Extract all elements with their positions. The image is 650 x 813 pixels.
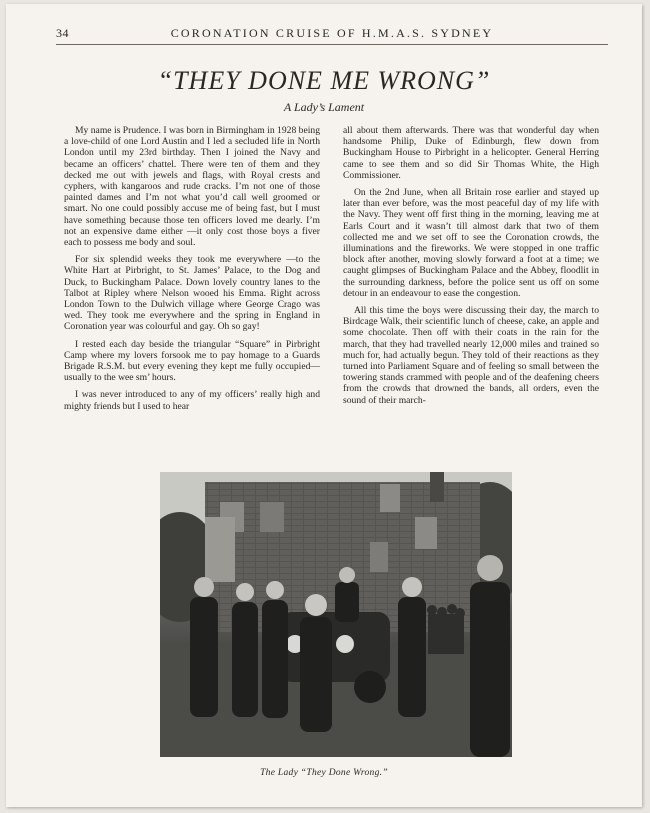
paragraph: I was never introduced to any of my officers’ really high and mighty friends but I used to hear xyxy=(64,389,320,412)
paragraph: My name is Prudence. I was born in Birmingham in 1928 being a love-child of one Lord Austin and I led a secluded life in North London until my 23rd birthday. Then I joined the Navy and became an officers’ chattel. There were ten of them and they decked me out with jewels and flags, with Royal crests and cyphers, with kangaroos and rude cracks. I’m not one of those painted dames and I’m not what you’d call well groomed or smart. No one could possibly accuse me of being fast, but I must have something because those ten officers loved me dearly. I’m not an expensive dame either —it only cost those boys a fiver each to possess me body and soul. xyxy=(64,125,320,249)
photo-caption: The Lady “They Done Wrong.” xyxy=(260,768,388,778)
page-number: 34 xyxy=(56,26,69,40)
photo-illustration xyxy=(160,472,512,757)
paragraph: All this time the boys were discussing their day, the march to Birdcage Walk, their scientific lunch of cheese, cake, an apple and some chocolate. Then off with their coats in the rain for the march, that they had travelled nearly 12,000 miles and trained so much for, had actually begun. They told of their reactions as they turned into Parliament Square and of feeling so small between the towering stands crammed with people and of the deafening cheers from the crowds that drowned the bands, all orders, even the sound of their march- xyxy=(343,305,599,406)
group-photo xyxy=(160,472,512,757)
paragraph: On the 2nd June, when all Britain rose earlier and stayed up later than ever before, was the most peaceful day of my life with the Navy. They went off first thing in the morning, leaving me at Earls Court and it wasn’t till almost dark that two of them collected me and we set off to see the Coronation crowds, the illuminations and the fireworks. We were stopped in one traffic block after another, moving slowly forward a foot at a time; we caught glimpses of Buckingham Palace and the Abbey, floodlit in the surrounding darkness, before the police sent us off on some detour in an endeavour to ease the congestion. xyxy=(343,187,599,299)
running-header xyxy=(56,26,608,45)
left-column xyxy=(64,125,320,461)
article-title: “THEY DONE ME WRONG” xyxy=(157,66,491,95)
right-column xyxy=(343,125,599,461)
magazine-page xyxy=(6,4,642,807)
publication-title: CORONATION CRUISE OF H.M.A.S. SYDNEY xyxy=(170,26,494,40)
paragraph: For six splendid weeks they took me everywhere —to the White Hart at Pirbright, to St. James’ Palace, to the Dog and Duck, to Buckingham Palace. Down lovely country lanes to the Talbot at Ripley where Nelson wooed his Emma. Right across London Town to the Dulwich village where George Crago was wed. They took me everywhere and the spring in England in Coronation year was colourful and gay. Oh so gay! xyxy=(64,254,320,333)
paragraph: all about them afterwards. There was that wonderful day when handsome Philip, Duke of Edinburgh, flew down from Buckingham House to Pirbright in a helicopter. General Herring came to see them and so did Sir Thomas White, the High Commissioner. xyxy=(343,125,599,181)
article-subtitle: A Lady’s Lament xyxy=(283,100,365,114)
paragraph: I rested each day beside the triangular “Square” in Pirbright Camp where my lovers forsook me to pay homage to a Guards Brigade R.S.M. but every evening they kept me fully occupied—usually to the wee sm’ hours. xyxy=(64,338,320,384)
